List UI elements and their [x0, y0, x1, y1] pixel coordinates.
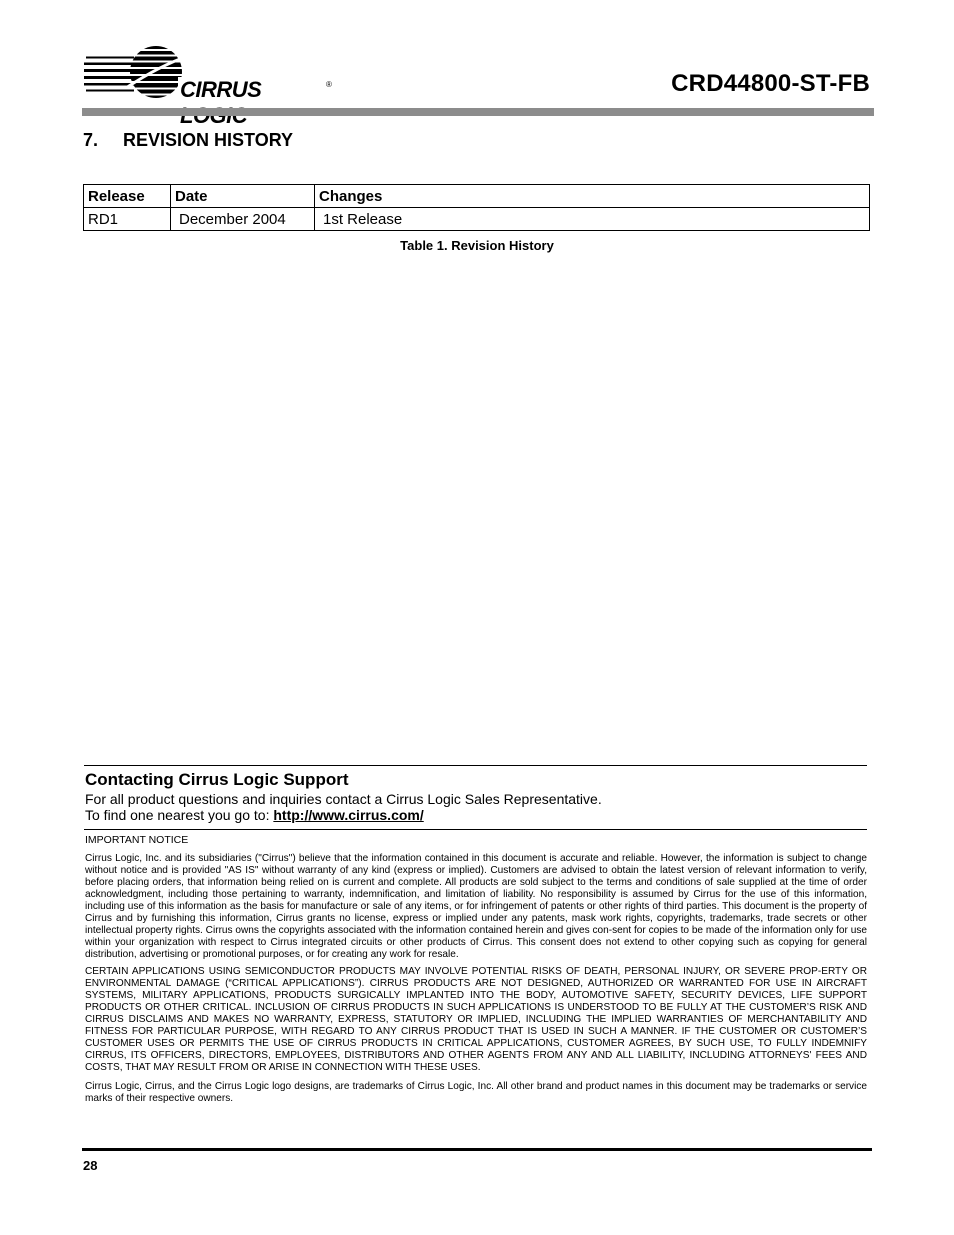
table-caption: Table 1. Revision History	[400, 238, 554, 253]
notice-paragraph-1: Cirrus Logic, Inc. and its subsidiaries ("Cirrus") believe that the information contained in this document is accurate and reliable. However, the information is subject to change without notice and is provided "AS IS" without warranty of any kind (express or implied). Customers are advised to obtain the latest version of relevant information to verify, before placing orders, that information being relied on is current and complete. All products are sold subject to the terms and conditions of sale supplied at the time of order acknowledgment, including those pertaining to warranty, indemnification, and limitation of liability. No responsibility is assumed by Cirrus for the use of this information, including use of this information as the basis for manufacture or sale of any items, or for infringement of patents or other rights of third parties. This document is the property of Cirrus and by furnishing this information, Cirrus grants no license, express or implied under any patents, mask work rights, copyrights, trademarks, trade secrets or other intellectual property rights. Cirrus owns the copyrights associated with the information contained herein and gives con-sent for copies to be made of the information only for use within your organization with respect to Cirrus integrated circuits or other products of Cirrus. This consent does not extend to other copying such as copying for general distribution, advertising or promotional purposes, or for creating any work for resale.	[85, 853, 867, 960]
cell-release: RD1	[84, 208, 171, 231]
notice-heading: IMPORTANT NOTICE	[85, 834, 189, 846]
notice-paragraph-3: Cirrus Logic, Cirrus, and the Cirrus Logic logo designs, are trademarks of Cirrus Logic, Inc. All other brand and product names in this document may be trademarks or service marks of their respective owners.	[85, 1081, 867, 1104]
contact-line-1: For all product questions and inquiries contact a Cirrus Logic Sales Representative.	[85, 791, 602, 807]
cirrus-logic-logo	[84, 44, 334, 104]
logo-wordmark: CIRRUS	[178, 77, 334, 129]
contact-line-2-prefix: To find one nearest you go to:	[85, 807, 274, 823]
contact-bottom-rule	[84, 829, 867, 830]
contact-top-rule	[84, 765, 867, 766]
column-header-changes: Changes	[315, 185, 870, 208]
document-id: CRD44800-ST-FB	[671, 70, 870, 97]
revision-history-table	[83, 184, 870, 231]
column-header-release: Release	[84, 185, 171, 208]
registered-mark: ®	[326, 80, 332, 89]
section-title: REVISION HISTORY	[123, 130, 294, 150]
section-heading	[83, 130, 293, 151]
page-number: 28	[83, 1158, 98, 1173]
footer-rule	[82, 1148, 872, 1151]
cirrus-website-link[interactable]: http://www.cirrus.com/	[273, 807, 424, 823]
cell-changes: 1st Release	[315, 208, 870, 231]
header-rule	[82, 108, 874, 116]
table-row	[84, 208, 870, 231]
cell-date: December 2004	[171, 208, 315, 231]
contact-line-2	[85, 807, 424, 823]
table-header-row	[84, 185, 870, 208]
section-number: 7.	[83, 130, 99, 150]
column-header-date: Date	[171, 185, 315, 208]
notice-paragraph-2: CERTAIN APPLICATIONS USING SEMICONDUCTOR PRODUCTS MAY INVOLVE POTENTIAL RISKS OF DEATH, PERSONAL INJURY, OR SEVERE PROP-ERTY OR ENVIRONMENTAL DAMAGE (“CRITICAL APPLICATIONS”). CIRRUS PRODUCTS ARE NOT DESIGNED, AUTHORIZED OR WARRANTED FOR USE IN AIRCRAFT SYSTEMS, MILITARY APPLICATIONS, PRODUCTS SURGICALLY IMPLANTED INTO THE BODY, AUTOMOTIVE SAFETY, SECURITY DEVICES, LIFE SUPPORT PRODUCTS OR OTHER CRITICAL. INCLUSION OF CIRRUS PRODUCTS IN SUCH APPLICATIONS IS UNDERSTOOD TO BE FULLY AT THE CUSTOMER’S RISK AND CIRRUS DISCLAIMS AND MAKES NO WARRANTY, EXPRESS, STATUTORY OR IMPLIED, INCLUDING THE IMPLIED WARRANTIES OF MERCHANTABILITY AND FITNESS FOR PARTICULAR PURPOSE, WITH REGARD TO ANY CIRRUS PRODUCT THAT IS USED IN SUCH A MANNER. IF THE CUSTOMER OR CUSTOMER’S CUSTOMER USES OR PERMITS THE USE OF CIRRUS PRODUCTS IN CRITICAL APPLICATIONS, CUSTOMER AGREES, BY SUCH USE, TO FULLY INDEMNIFY CIRRUS, ITS OFFICERS, DIRECTORS, EMPLOYEES, DISTRIBUTORS AND OTHER AGENTS FROM ANY AND ALL LIABILITY, INCLUDING ATTORNEYS' FEES AND COSTS, THAT MAY RESULT FROM OR ARISE IN CONNECTION WITH THESE USES.	[85, 966, 867, 1073]
contact-title: Contacting Cirrus Logic Support	[85, 770, 349, 789]
